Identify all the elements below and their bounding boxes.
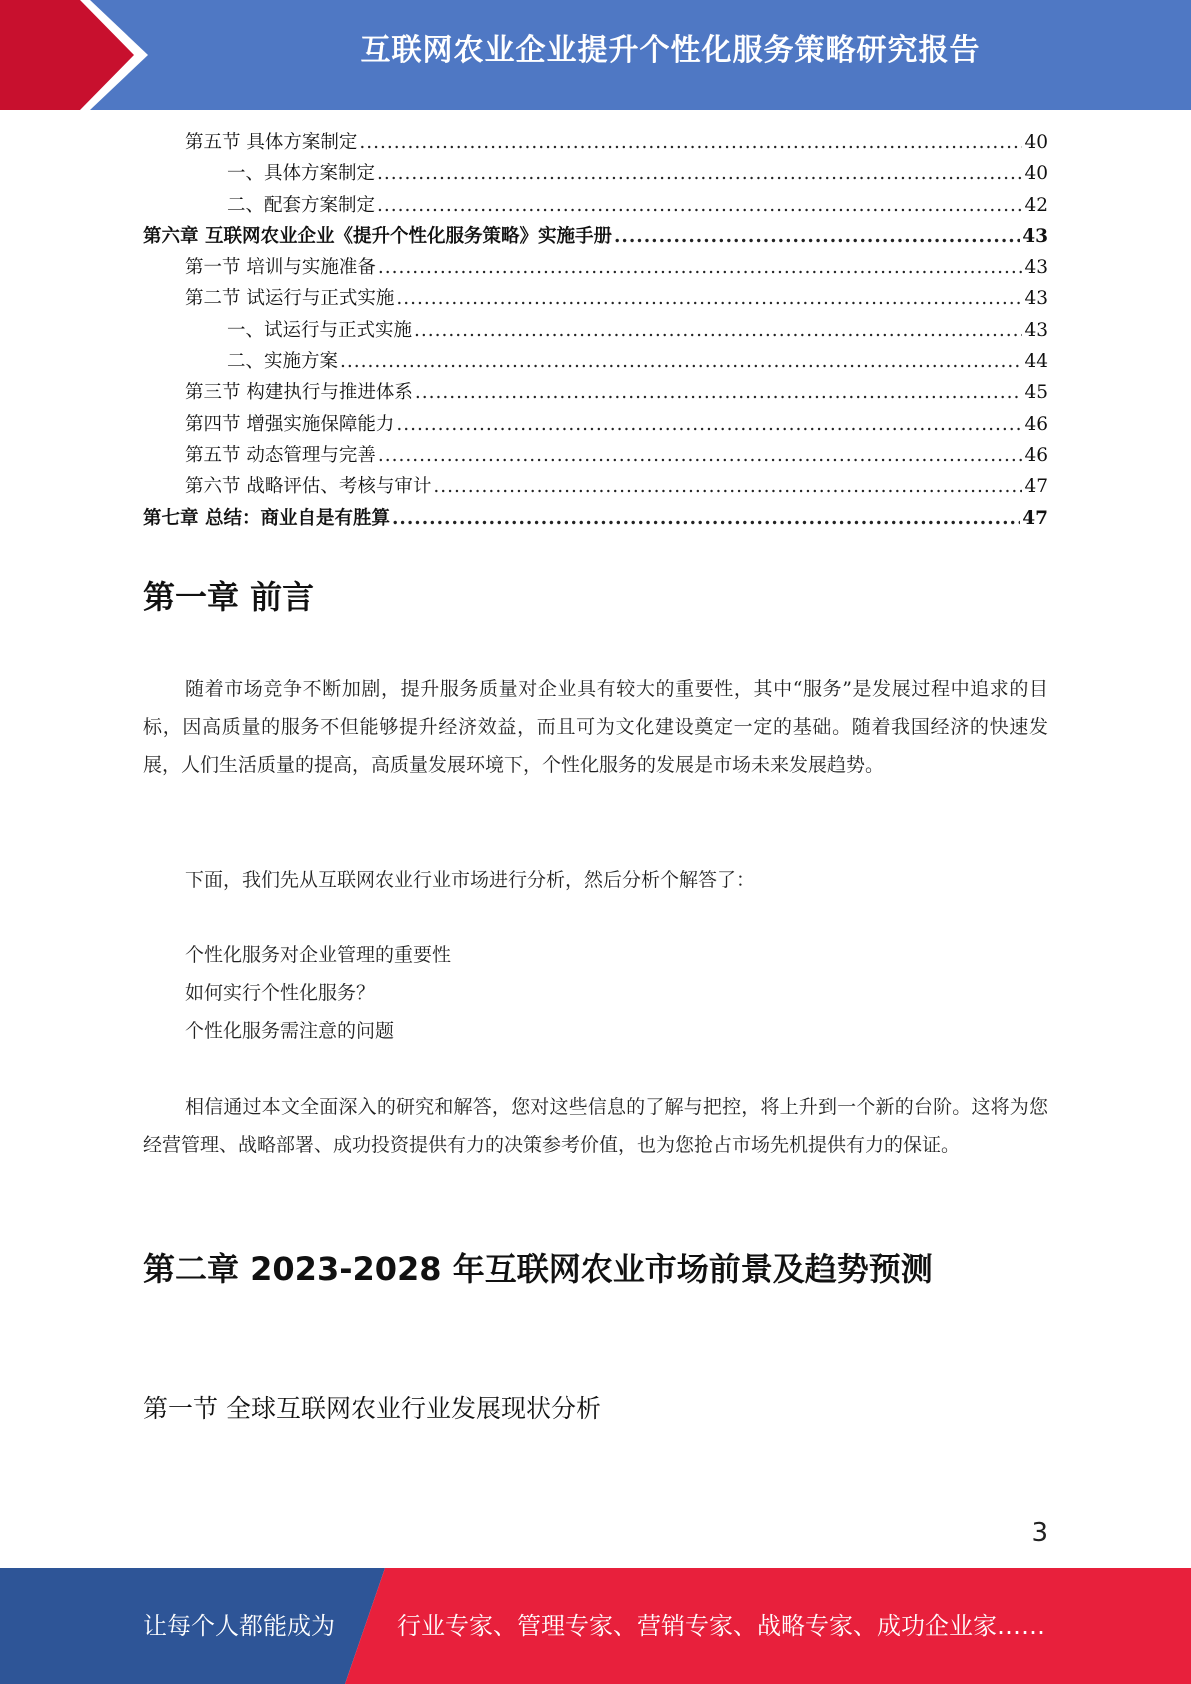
toc-entry-title: 一、具体方案制定 bbox=[227, 163, 376, 185]
toc-entry-title: 第七章 总结：商业自是有胜算 bbox=[143, 507, 390, 529]
toc-leader-dots bbox=[614, 226, 1020, 247]
toc-entry-page: 43 bbox=[1024, 257, 1048, 279]
toc-entry[interactable] bbox=[143, 441, 1048, 472]
toc-leader-dots bbox=[378, 445, 1023, 466]
list-item: 个性化服务需注意的问题 bbox=[185, 1020, 395, 1042]
toc-entry-title: 第五节 具体方案制定 bbox=[185, 132, 358, 153]
chapter-1-paragraph-3: 相信通过本文全面深入的研究和解答，您对这些信息的了解与把控，将上升到一个新的台阶。这将为您经营管理、战略部署、成功投资提供有力的决策参考价值，也为您抢占市场先机提供有力的保证。 bbox=[143, 1096, 1048, 1156]
toc-entry-title: 第一节 培训与实施准备 bbox=[185, 257, 376, 279]
toc-entry-title: 第三节 构建执行与推进体系 bbox=[185, 382, 413, 404]
toc-entry-page: 40 bbox=[1024, 132, 1048, 153]
toc-leader-dots bbox=[377, 195, 1022, 216]
toc-entry-page: 47 bbox=[1024, 476, 1048, 498]
toc-entry-page: 43 bbox=[1024, 288, 1048, 310]
toc-entry-title: 第六章 互联网农业企业《提升个性化服务策略》实施手册 bbox=[143, 225, 612, 247]
page-number: 3 bbox=[1031, 1518, 1048, 1548]
toc-entry-title: 第五节 动态管理与完善 bbox=[185, 444, 376, 466]
toc-entry-title: 第六节 战略评估、考核与审计 bbox=[185, 476, 432, 498]
toc-entry-page: 40 bbox=[1024, 163, 1048, 185]
page-footer bbox=[0, 1568, 1191, 1684]
toc-entry-page: 42 bbox=[1024, 194, 1048, 216]
toc-entry[interactable] bbox=[143, 378, 1048, 409]
toc-entry-chapter[interactable] bbox=[143, 222, 1048, 253]
toc-entry[interactable] bbox=[143, 253, 1048, 284]
chapter-2-heading: 第二章 2023-2028 年互联网农业市场前景及趋势预测 bbox=[143, 1250, 933, 1288]
chapter-1-paragraph-2: 下面，我们先从互联网农业行业市场进行分析，然后分析个解答了： bbox=[185, 869, 756, 891]
chapter-1-paragraph-1: 随着市场竞争不断加剧，提升服务质量对企业具有较大的重要性，其中“服务”是发展过程中追求的目标，因高质量的服务不但能够提升经济效益，而且可为文化建设奠定一定的基础。随着我国经济的快速发展，人们生活质量的提高，高质量发展环境下，个性化服务的发展是市场未来发展趋势。 bbox=[143, 678, 1048, 776]
toc-entry-page: 43 bbox=[1022, 225, 1048, 247]
page-header bbox=[0, 0, 1191, 110]
toc-entry-page: 43 bbox=[1024, 319, 1048, 341]
toc-entry[interactable] bbox=[143, 316, 1048, 347]
toc-entry[interactable] bbox=[143, 410, 1048, 441]
toc-entry-title: 第二节 试运行与正式实施 bbox=[185, 288, 395, 310]
toc-entry-page: 46 bbox=[1024, 413, 1048, 435]
footer-slogan-left: 让每个人都能成为 bbox=[143, 1612, 335, 1640]
toc-entry[interactable] bbox=[143, 472, 1048, 503]
list-item: 如何实行个性化服务？ bbox=[185, 982, 376, 1004]
toc-leader-dots bbox=[377, 163, 1022, 184]
footer-slogan-right: 行业专家、管理专家、营销专家、战略专家、成功企业家…… bbox=[397, 1612, 1045, 1640]
toc-entry[interactable] bbox=[143, 159, 1048, 190]
toc-entry-page: 47 bbox=[1022, 507, 1048, 529]
toc-leader-dots bbox=[396, 288, 1022, 309]
toc-entry-page: 45 bbox=[1024, 382, 1048, 404]
toc-leader-dots bbox=[359, 132, 1022, 153]
toc-entry[interactable] bbox=[143, 191, 1048, 222]
toc-leader-dots bbox=[396, 414, 1022, 435]
toc-entry[interactable] bbox=[143, 284, 1048, 315]
header-title: 互联网农业企业提升个性化服务策略研究报告 bbox=[360, 33, 981, 68]
toc-entry-chapter[interactable] bbox=[143, 504, 1048, 535]
toc-entry-title: 二、配套方案制定 bbox=[227, 194, 376, 216]
list-item: 个性化服务对企业管理的重要性 bbox=[185, 944, 452, 966]
toc-leader-dots bbox=[340, 351, 1022, 372]
toc-entry-title: 第四节 增强实施保障能力 bbox=[185, 413, 395, 435]
section-heading: 第一节 全球互联网农业行业发展现状分析 bbox=[143, 1394, 601, 1423]
toc-leader-dots bbox=[392, 508, 1020, 529]
toc-entry[interactable] bbox=[143, 128, 1048, 159]
toc-entry-title: 二、实施方案 bbox=[227, 351, 339, 373]
toc-entry-page: 46 bbox=[1024, 444, 1048, 466]
toc-leader-dots bbox=[414, 320, 1022, 341]
toc-leader-dots bbox=[415, 382, 1023, 403]
chapter-1-heading: 第一章 前言 bbox=[143, 578, 315, 616]
toc-entry-title: 一、试运行与正式实施 bbox=[227, 319, 413, 341]
toc-leader-dots bbox=[378, 257, 1023, 278]
toc-leader-dots bbox=[433, 476, 1022, 497]
toc-entry-page: 44 bbox=[1024, 351, 1048, 373]
toc-entry[interactable] bbox=[143, 347, 1048, 378]
table-of-contents bbox=[143, 128, 1048, 535]
